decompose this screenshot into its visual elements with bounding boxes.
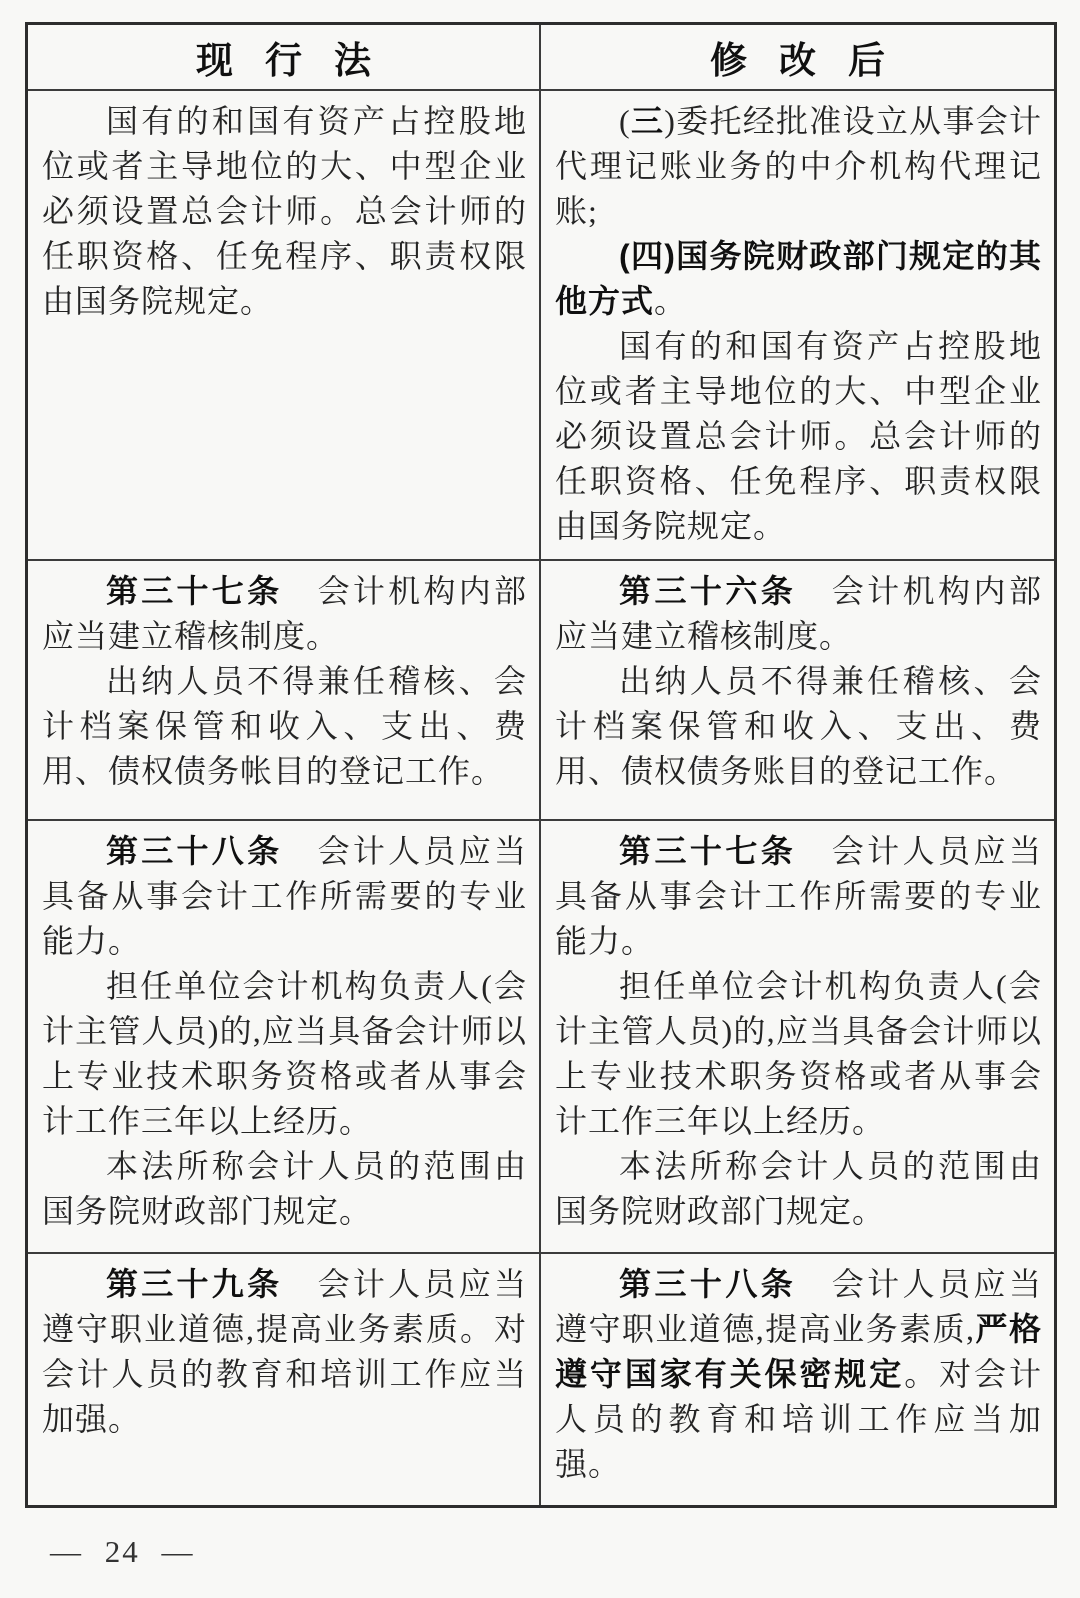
header-current-law-label: 现行法 [196,40,403,81]
paragraph [555,324,1042,549]
bold-text-run: 三 [630,103,665,139]
paragraph [42,659,527,794]
header-after-amendment [541,25,1054,91]
text-run: 国有的和国有资产占控股地位或者主导地位的大、中型企业必须设置总会计师。总会计师的任职资格、任免程序、职责权限由国务院规定。 [555,328,1042,544]
text-run: 担任单位会计机构负责人(会计主管人员)的,应当具备会计师以上专业技术职务资格或者从事会计工作三年以上经历。 [555,968,1042,1139]
text-run: 会计机构内部应当建立稽核制度。 [42,573,527,654]
cell-row4-amended [541,1254,1054,1505]
text-run: 。 [654,283,688,319]
text-run: 国有的和国有资产占控股地位或者主导地位的大、中型企业必须设置总会计师。总会计师的任职资格、任免程序、职责权限由国务院规定。 [42,103,527,319]
paragraph [555,1262,1042,1487]
page-number: — 24 — [50,1534,195,1569]
header-after-amendment-label: 修改后 [710,40,917,81]
bold-text-run: 严格遵守国家有关保密规定 [555,1311,1042,1392]
cell-row4-current-law [28,1254,541,1505]
cell-row1-amended [541,91,1054,561]
text-run: 出纳人员不得兼任稽核、会计档案保管和收入、支出、费用、债权债务帐目的登记工作。 [42,663,527,789]
paragraph [42,1262,527,1442]
paragraph [42,829,527,964]
paragraph [555,569,1042,659]
cell-row3-amended [541,821,1054,1254]
cell-row2-amended [541,561,1054,821]
paragraph [42,99,527,324]
paragraph [42,569,527,659]
text-run: 本法所称会计人员的范围由国务院财政部门规定。 [42,1148,527,1229]
text-run: )委托经批准设立从事会计代理记账业务的中介机构代理记账; [555,103,1042,229]
bold-text-run: (四)国务院财政部门规定的其他方式 [555,238,1042,319]
bold-text-run: 第三十九条 [106,1266,283,1302]
paragraph [42,964,527,1144]
cell-row3-current-law [28,821,541,1254]
paragraph [555,99,1042,234]
bold-text-run: 第三十八条 [619,1266,797,1302]
paragraph [555,1144,1042,1234]
text-run: 出纳人员不得兼任稽核、会计档案保管和收入、支出、费用、债权债务账目的登记工作。 [555,663,1042,789]
paragraph [555,659,1042,794]
text-run: 会计机构内部应当建立稽核制度。 [555,573,1042,654]
bold-text-run: 第三十六条 [619,573,797,609]
header-current-law [28,25,541,91]
paragraph [555,234,1042,324]
text-run: 。对会计人员的教育和培训工作应当加强。 [555,1356,1042,1482]
text-run: 本法所称会计人员的范围由国务院财政部门规定。 [555,1148,1042,1229]
text-run: 会计人员应当遵守职业道德,提高业务素质。对会计人员的教育和培训工作应当加强。 [42,1266,527,1437]
text-run: 会计人员应当遵守职业道德,提高业务素质, [555,1266,1042,1347]
bold-text-run: 第三十七条 [106,573,283,609]
paragraph [555,964,1042,1144]
paragraph [555,829,1042,964]
text-run: ( [619,103,631,139]
text-run: 担任单位会计机构负责人(会计主管人员)的,应当具备会计师以上专业技术职务资格或者从事会计工作三年以上经历。 [42,968,527,1139]
cell-row2-current-law [28,561,541,821]
comparison-table [25,22,1057,1508]
cell-row1-current-law [28,91,541,561]
bold-text-run: 第三十八条 [106,833,283,869]
bold-text-run: 第三十七条 [619,833,797,869]
text-run: 会计人员应当具备从事会计工作所需要的专业能力。 [42,833,527,959]
paragraph [42,1144,527,1234]
text-run: 会计人员应当具备从事会计工作所需要的专业能力。 [555,833,1042,959]
